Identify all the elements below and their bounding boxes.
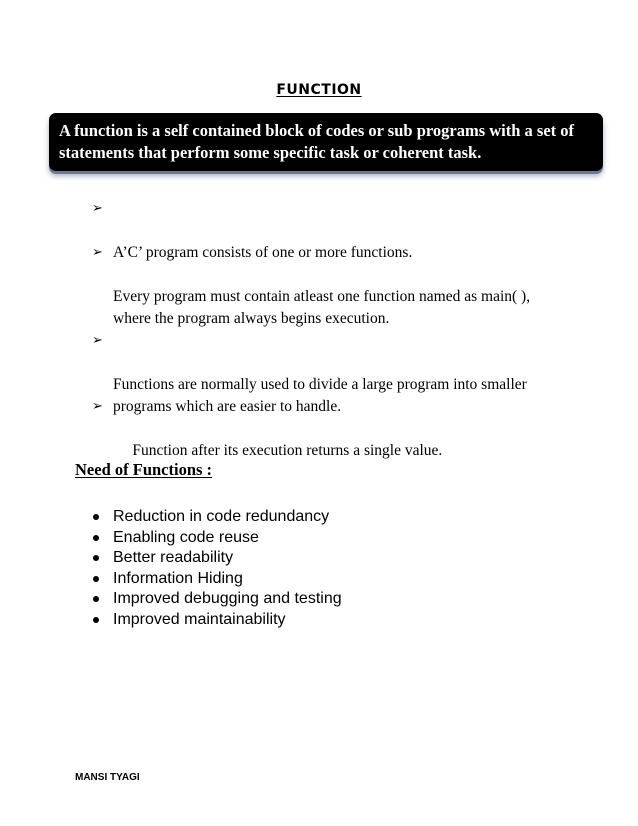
list-item [93, 507, 342, 528]
bullet-dot-icon [93, 555, 99, 561]
bullet-dot-icon [93, 617, 99, 623]
need-list [93, 507, 342, 630]
list-item-text: Better readability [113, 549, 234, 566]
section-heading: Need of Functions : [75, 460, 213, 479]
bullet-dot-icon [93, 596, 99, 602]
list-item [93, 610, 342, 631]
list-item-text: Function after its execution returns a single value. [128, 442, 443, 459]
list-item [93, 589, 342, 610]
list-item-text: Every program must contain atleast one function named as main( ), where the program always begins execution. [113, 288, 531, 327]
list-item [92, 242, 530, 330]
list-item [93, 528, 342, 549]
definition-box: A function is a self contained block of codes or sub programs with a set of statements that perform some specific task or coherent task. [49, 113, 603, 171]
arrow-bullet-icon: ➢ [92, 399, 103, 414]
arrow-bullet-icon: ➢ [92, 201, 103, 216]
arrow-bullet-icon: ➢ [92, 333, 103, 348]
list-item [93, 548, 342, 569]
footer-author: MANSI TYAGI [75, 772, 140, 783]
list-item-text: Reduction in code redundancy [113, 508, 330, 525]
bullet-dot-icon [93, 535, 99, 541]
list-item-text: Information Hiding [113, 569, 243, 587]
arrow-bullet-icon: ➢ [92, 245, 103, 260]
list-item-text: Improved debugging and testing [113, 590, 342, 607]
list-item-text: Improved maintainability [113, 610, 286, 628]
page-title: FUNCTION [276, 82, 362, 98]
list-item-text: Enabling code reuse [113, 528, 259, 546]
bullet-dot-icon [93, 576, 99, 582]
list-item [93, 569, 342, 590]
list-item-text: Functions are normally used to divide a large program into smaller programs which are easier to handle. [113, 376, 527, 415]
list-item-text: A’C’ program consists of one or more functions. [113, 244, 413, 261]
bullet-dot-icon [93, 514, 99, 520]
